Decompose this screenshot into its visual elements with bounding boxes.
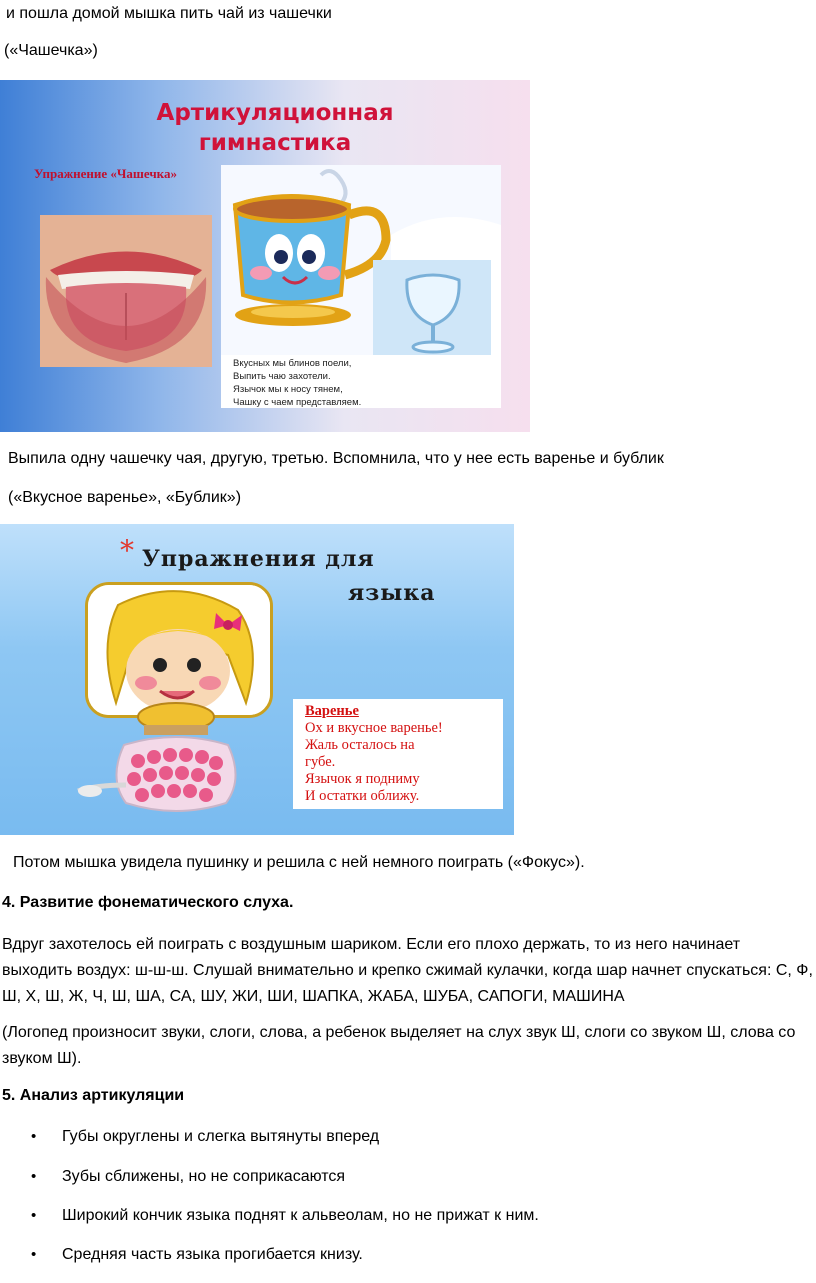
text-line: и пошла домой мышка пить чай из чашечки xyxy=(6,5,332,22)
poem-line: губе. xyxy=(305,754,336,770)
poem-line: Жаль осталось на xyxy=(305,737,415,753)
asterisk-mark: * xyxy=(120,534,134,567)
section-heading: 4. Развитие фонематического слуха. xyxy=(2,894,294,911)
jam-jar-illustration xyxy=(76,699,246,819)
slide-articulation-gymnastics xyxy=(0,80,530,432)
poem-line: Ох и вкусное варенье! xyxy=(305,720,443,736)
bullet-icon: • xyxy=(31,1128,37,1145)
slide-title: Артикуляционная гимнастика xyxy=(156,100,394,156)
slide-title-line: Упражнения для xyxy=(142,546,375,572)
slide-poem xyxy=(305,703,443,805)
poem-line: Язычок мы к носу тянем, xyxy=(233,384,343,395)
list-item: Широкий кончик языка поднят к альвеолам, но не прижат к ним. xyxy=(62,1207,539,1224)
list-item: Средняя часть языка прогибается книзу. xyxy=(62,1246,363,1263)
tongue-photo xyxy=(40,215,212,367)
paragraph: (Логопед произносит звуки, слоги, слова, а ребенок выделяет на слух звук Ш, слоги со звуком Ш, слова со звуком Ш). xyxy=(2,1024,796,1067)
poem-line: Выпить чаю захотели. xyxy=(233,371,331,382)
text-line: («Чашечка») xyxy=(4,42,98,59)
poem-line: И остатки оближу. xyxy=(305,788,420,804)
slide-title-line: языка xyxy=(348,580,436,606)
bullet-icon: • xyxy=(31,1246,37,1263)
section-heading: 5. Анализ артикуляции xyxy=(2,1087,185,1104)
poem-line: Вкусных мы блинов поели, xyxy=(233,358,352,369)
paragraph: Вдруг захотелось ей поиграть с воздушным шариком. Если его плохо держать, то из него начинает выходить воздух: ш-ш-ш. Слушай внимательно и крепко сжимай кулачки, когда шар начнет спускаться: С, Ф, Ш, Х, Ш, Ж, Ч, Ш, ША, СА, ШУ, ЖИ, ШИ, ШАПКА, ЖАБА, ШУБА, САПОГИ, МАШИНА xyxy=(2,936,813,1005)
slide-tongue-exercises xyxy=(0,524,514,835)
slide-poem xyxy=(233,357,361,409)
text-line: Потом мышка увидела пушинку и решила с ней немного поиграть («Фокус»). xyxy=(13,854,585,871)
bullet-icon: • xyxy=(31,1207,37,1224)
text-line: («Вкусное варенье», «Бублик») xyxy=(8,489,242,506)
text-line: Выпила одну чашечку чая, другую, третью. Вспомнила, что у нее есть варенье и бублик xyxy=(8,450,664,467)
poem-line: Язычок я подниму xyxy=(305,771,420,787)
cup-illustration-card xyxy=(221,165,501,408)
slide-poem-box xyxy=(293,699,503,809)
slide-subtitle: Упражнение «Чашечка» xyxy=(34,166,177,181)
list-item: Губы округлены и слегка вытянуты вперед xyxy=(62,1128,380,1145)
poem-line: Чашку с чаем представляем. xyxy=(233,397,362,408)
poem-title: Варенье xyxy=(305,703,359,719)
girl-face-illustration xyxy=(85,582,273,718)
bullet-icon: • xyxy=(31,1168,37,1185)
list-item: Зубы сближены, но не соприкасаются xyxy=(62,1168,346,1185)
